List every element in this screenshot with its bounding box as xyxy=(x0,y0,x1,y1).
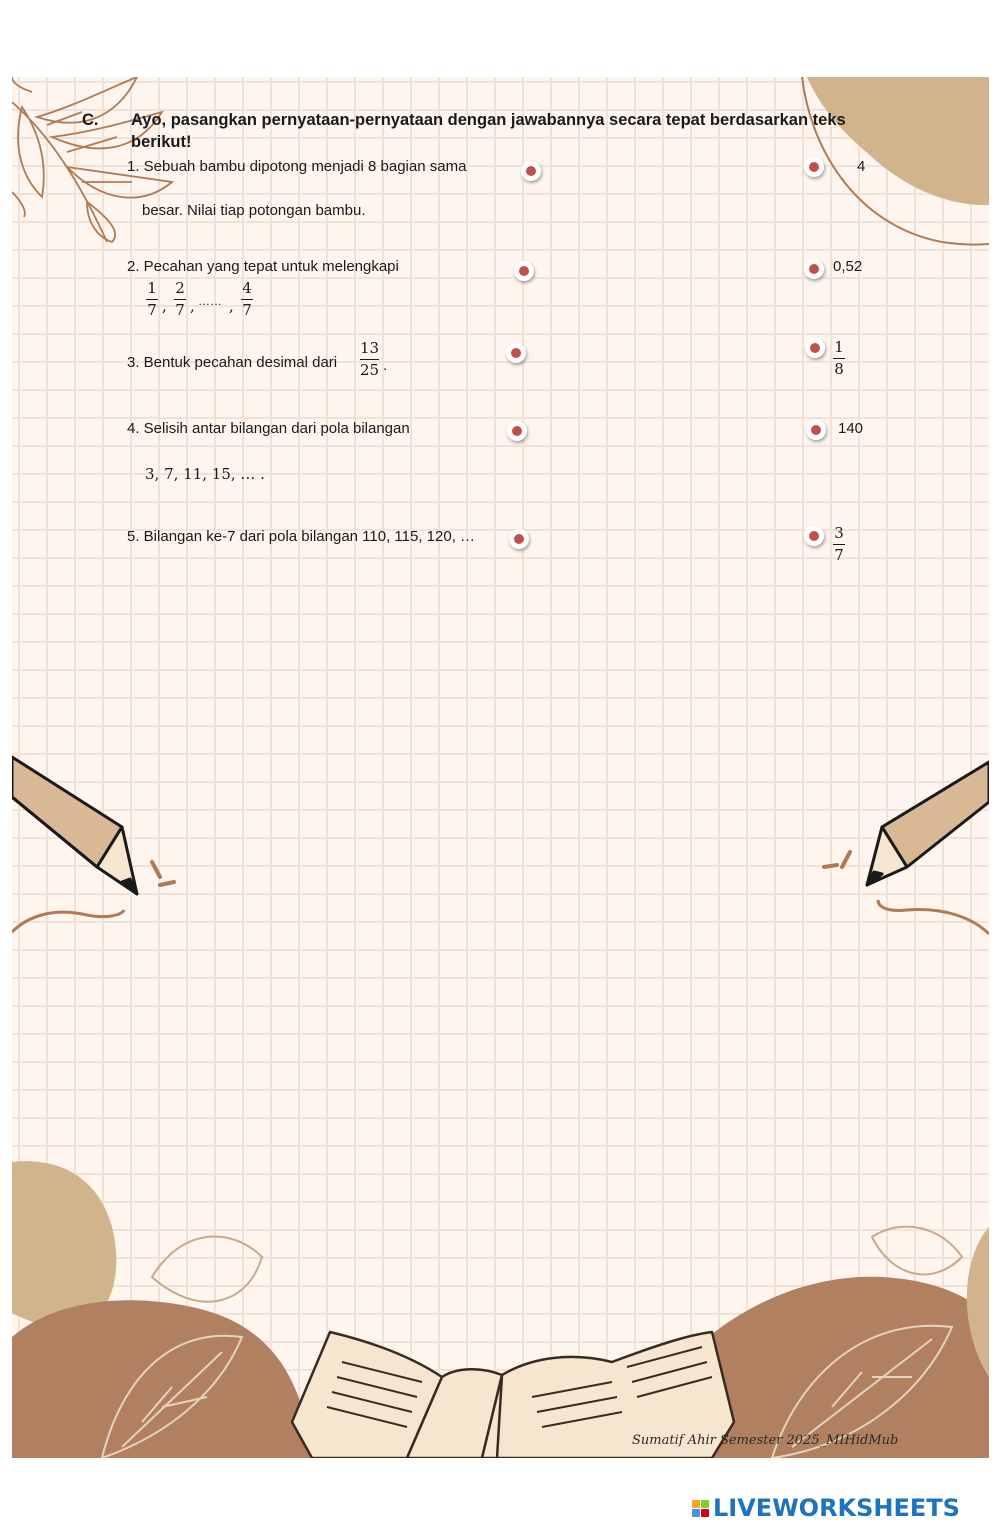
question-5-line1: 5. Bilangan ke-7 dari pola bilangan 110, 115, 120, … xyxy=(127,528,476,545)
question-1-line1: 1. Sebuah bambu dipotong menjadi 8 bagian sama xyxy=(127,158,467,175)
question-4-line2: 3, 7, 11, 15, … . xyxy=(145,465,265,483)
logo-square xyxy=(692,1500,700,1508)
match-dot-question-3[interactable] xyxy=(506,343,526,363)
comma: , xyxy=(190,297,195,315)
match-dot-answer-5[interactable] xyxy=(804,526,824,546)
logo-mark-icon xyxy=(692,1500,709,1517)
question-3-line1: 3. Bentuk pecahan desimal dari xyxy=(127,354,338,371)
fraction: 1 7 xyxy=(147,279,157,319)
match-dot-question-4[interactable] xyxy=(507,421,527,441)
match-dot-question-2[interactable] xyxy=(514,261,534,281)
pencil-icon xyxy=(867,762,989,885)
top-right-blob xyxy=(807,77,989,205)
brand-name: LIVEWORKSHEETS xyxy=(713,1494,960,1522)
instruction-text-line2: berikut! xyxy=(131,133,192,151)
answer-3-fraction: 1 8 xyxy=(834,338,844,378)
bottom-left-dark-blob xyxy=(12,1300,312,1458)
pencil-icon xyxy=(12,757,137,894)
logo-square xyxy=(701,1509,709,1517)
background-decoration xyxy=(12,77,989,1458)
section-letter: C. xyxy=(82,111,99,129)
match-dot-question-1[interactable] xyxy=(521,161,541,181)
blank-placeholder: …… xyxy=(198,294,222,308)
logo-square xyxy=(701,1500,709,1508)
answer-4: 140 xyxy=(838,420,864,437)
period: . xyxy=(383,357,388,374)
match-dot-answer-3[interactable] xyxy=(805,338,825,358)
comma: , xyxy=(229,297,234,315)
instruction-text: Ayo, pasangkan pernyataan-pernyataan dengan jawabannya secara tepat berdasarkan teks xyxy=(131,111,846,129)
match-dot-answer-1[interactable] xyxy=(804,157,824,177)
fraction: 2 7 xyxy=(175,279,185,319)
logo-square xyxy=(692,1509,700,1517)
fraction: 13 25 xyxy=(360,339,380,379)
footer-caption: Sumatif Ahir Semester 2025_MIHidMub xyxy=(632,1433,899,1448)
question-1-line2: besar. Nilai tiap potongan bambu. xyxy=(142,202,366,219)
comma: , xyxy=(162,297,167,315)
fraction: 4 7 xyxy=(242,279,252,319)
answer-1: 4 xyxy=(857,158,866,175)
answer-2: 0,52 xyxy=(833,258,863,275)
liveworksheets-logo[interactable] xyxy=(692,1494,960,1522)
match-dot-answer-2[interactable] xyxy=(804,259,824,279)
match-dot-answer-4[interactable] xyxy=(806,420,826,440)
worksheet-page xyxy=(12,77,989,1458)
question-4-line1: 4. Selisih antar bilangan dari pola bilangan xyxy=(127,420,410,437)
answer-5-fraction: 3 7 xyxy=(834,524,844,564)
match-dot-question-5[interactable] xyxy=(509,529,529,549)
question-2-line1: 2. Pecahan yang tepat untuk melengkapi xyxy=(127,258,399,275)
